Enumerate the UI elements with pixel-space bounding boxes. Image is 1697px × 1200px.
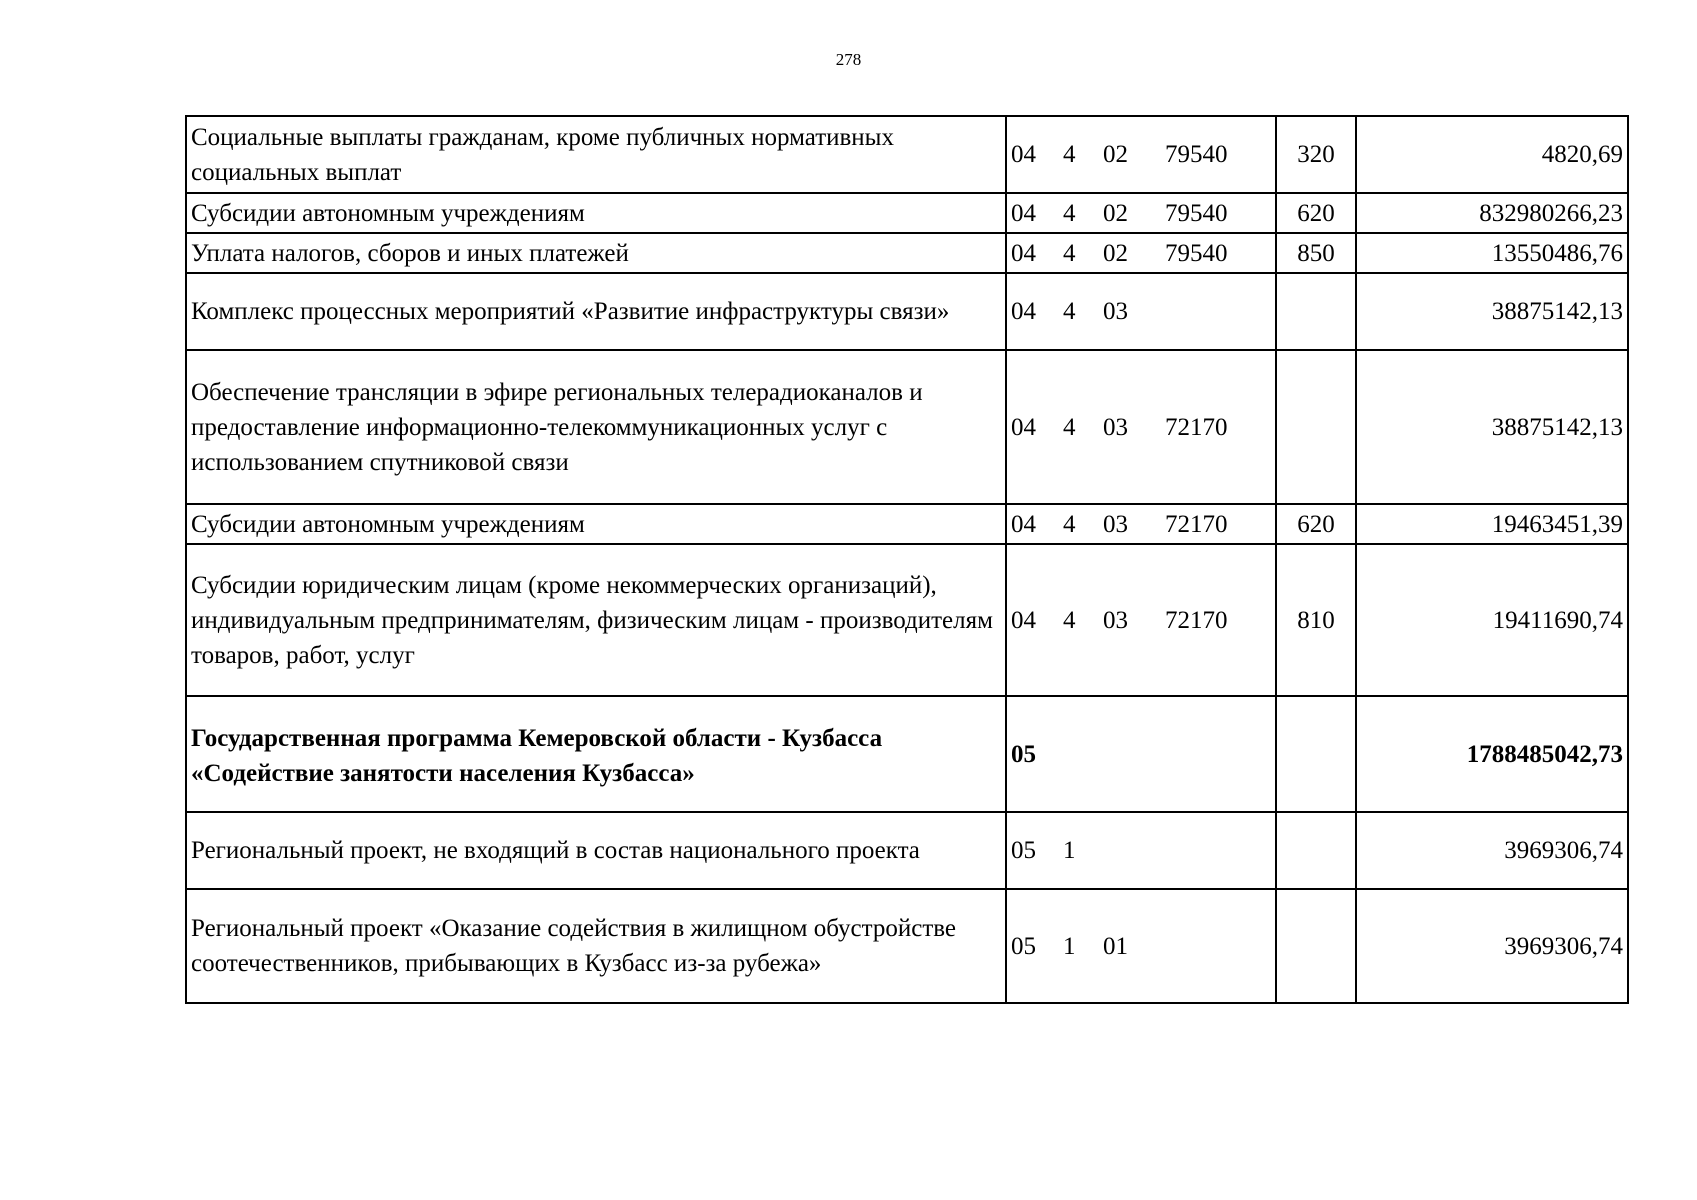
code-program: 04 bbox=[1011, 606, 1036, 634]
expense-type-cell: 810 bbox=[1276, 544, 1356, 696]
target-article-code-cell bbox=[1006, 233, 1276, 273]
code-program: 05 bbox=[1011, 932, 1036, 960]
code-main-event: 02 bbox=[1103, 239, 1128, 267]
budget-table-body bbox=[186, 116, 1628, 1003]
target-article-code-cell bbox=[1006, 116, 1276, 193]
code-subprogram: 4 bbox=[1063, 413, 1076, 441]
target-article-code-cell bbox=[1006, 544, 1276, 696]
code-subprogram: 4 bbox=[1063, 199, 1076, 227]
expense-type-cell bbox=[1276, 350, 1356, 504]
target-article-code-cell bbox=[1006, 889, 1276, 1003]
code-main-event: 03 bbox=[1103, 413, 1128, 441]
code-program: 04 bbox=[1011, 239, 1036, 267]
row-name-cell: Субсидии автономным учреждениям bbox=[186, 504, 1006, 544]
code-subprogram: 4 bbox=[1063, 239, 1076, 267]
expense-type-cell bbox=[1276, 812, 1356, 889]
code-main-event: 03 bbox=[1103, 510, 1128, 538]
table-row bbox=[186, 350, 1628, 504]
expense-type-cell bbox=[1276, 696, 1356, 812]
table-row bbox=[186, 544, 1628, 696]
code-program: 04 bbox=[1011, 199, 1036, 227]
table-row bbox=[186, 696, 1628, 812]
code-direction: 72170 bbox=[1165, 510, 1228, 538]
expense-type-cell: 620 bbox=[1276, 193, 1356, 233]
code-program: 04 bbox=[1011, 141, 1036, 168]
amount-cell: 38875142,13 bbox=[1356, 273, 1628, 350]
table-row bbox=[186, 233, 1628, 273]
amount-cell: 3969306,74 bbox=[1356, 812, 1628, 889]
row-name-cell: Субсидии автономным учреждениям bbox=[186, 193, 1006, 233]
amount-cell: 38875142,13 bbox=[1356, 350, 1628, 504]
code-direction: 79540 bbox=[1165, 199, 1228, 227]
amount-cell: 1788485042,73 bbox=[1356, 696, 1628, 812]
code-main-event: 02 bbox=[1103, 141, 1128, 168]
code-program: 05 bbox=[1011, 740, 1036, 768]
target-article-code-cell bbox=[1006, 504, 1276, 544]
code-program: 04 bbox=[1011, 510, 1036, 538]
row-name-cell: Комплекс процессных мероприятий «Развитие инфраструктуры связи» bbox=[186, 273, 1006, 350]
expense-type-cell: 850 bbox=[1276, 233, 1356, 273]
expense-type-cell bbox=[1276, 889, 1356, 1003]
code-subprogram: 4 bbox=[1063, 606, 1076, 634]
code-main-event: 03 bbox=[1103, 298, 1128, 325]
target-article-code-cell bbox=[1006, 696, 1276, 812]
page-number: 278 bbox=[835, 50, 862, 69]
row-name-cell: Уплата налогов, сборов и иных платежей bbox=[186, 233, 1006, 273]
code-subprogram: 4 bbox=[1063, 141, 1076, 168]
code-main-event: 02 bbox=[1103, 199, 1128, 227]
target-article-code-cell bbox=[1006, 350, 1276, 504]
table-row bbox=[186, 812, 1628, 889]
code-direction: 79540 bbox=[1165, 239, 1228, 267]
target-article-code-cell bbox=[1006, 273, 1276, 350]
amount-cell: 832980266,23 bbox=[1356, 193, 1628, 233]
code-main-event: 01 bbox=[1103, 932, 1128, 960]
code-direction: 72170 bbox=[1165, 413, 1228, 441]
code-program: 05 bbox=[1011, 837, 1036, 864]
row-name-cell: Обеспечение трансляции в эфире региональных телерадиоканалов и предоставление информационно-телекоммуникационных услуг с использованием спутниковой связи bbox=[186, 350, 1006, 504]
row-name-cell: Субсидии юридическим лицам (кроме некоммерческих организаций), индивидуальным предпринимателям, физическим лицам - производителям товаров, работ, услуг bbox=[186, 544, 1006, 696]
expense-type-cell bbox=[1276, 273, 1356, 350]
expense-type-cell: 320 bbox=[1276, 116, 1356, 193]
row-name-cell: Государственная программа Кемеровской области - Кузбасса «Содействие занятости населения Кузбасса» bbox=[186, 696, 1006, 812]
code-subprogram: 1 bbox=[1063, 837, 1076, 864]
code-subprogram: 4 bbox=[1063, 298, 1076, 325]
code-program: 04 bbox=[1011, 298, 1036, 325]
row-name-cell: Региональный проект «Оказание содействия в жилищном обустройстве соотечественников, прибывающих в Кузбасс из-за рубежа» bbox=[186, 889, 1006, 1003]
table-row bbox=[186, 889, 1628, 1003]
table-row bbox=[186, 116, 1628, 193]
table-row bbox=[186, 193, 1628, 233]
code-subprogram: 4 bbox=[1063, 510, 1076, 538]
target-article-code-cell bbox=[1006, 193, 1276, 233]
amount-cell: 13550486,76 bbox=[1356, 233, 1628, 273]
row-name-cell: Социальные выплаты гражданам, кроме публичных нормативных социальных выплат bbox=[186, 116, 1006, 193]
code-main-event: 03 bbox=[1103, 606, 1128, 634]
amount-cell: 3969306,74 bbox=[1356, 889, 1628, 1003]
table-row bbox=[186, 273, 1628, 350]
code-direction: 72170 bbox=[1165, 606, 1228, 634]
code-subprogram: 1 bbox=[1063, 932, 1076, 960]
row-name-cell: Региональный проект, не входящий в состав национального проекта bbox=[186, 812, 1006, 889]
target-article-code-cell bbox=[1006, 812, 1276, 889]
table-row bbox=[186, 504, 1628, 544]
budget-table bbox=[185, 115, 1629, 1004]
amount-cell: 19463451,39 bbox=[1356, 504, 1628, 544]
amount-cell: 4820,69 bbox=[1356, 116, 1628, 193]
amount-cell: 19411690,74 bbox=[1356, 544, 1628, 696]
code-program: 04 bbox=[1011, 413, 1036, 441]
expense-type-cell: 620 bbox=[1276, 504, 1356, 544]
code-direction: 79540 bbox=[1165, 141, 1228, 168]
